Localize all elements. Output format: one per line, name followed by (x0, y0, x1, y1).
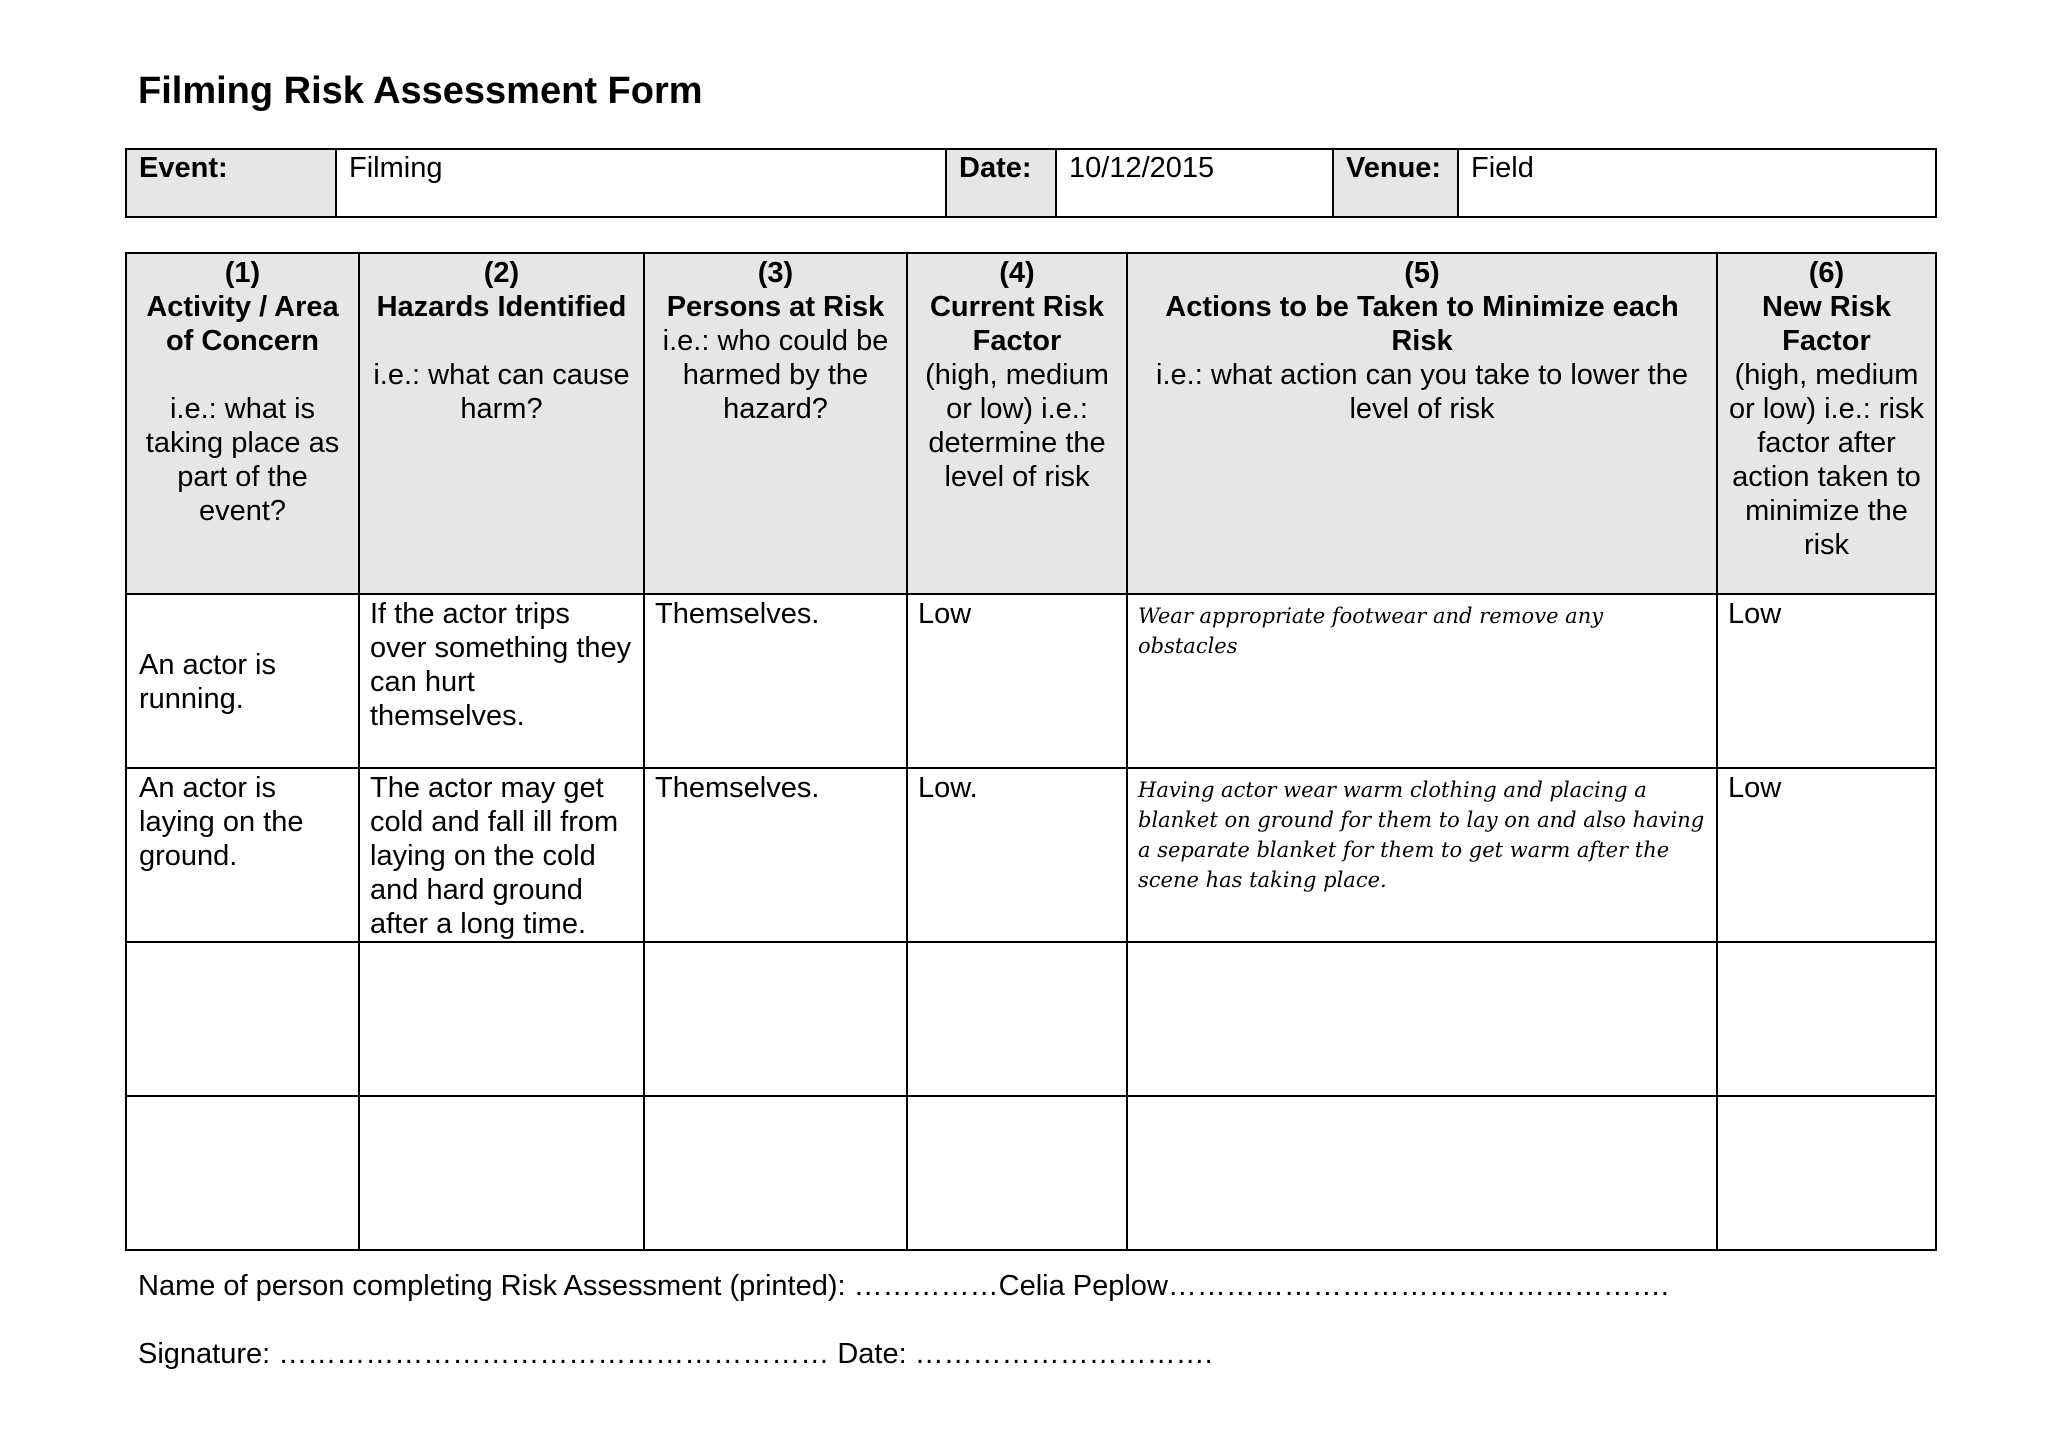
venue-value: Field (1458, 149, 1936, 217)
page-title: Filming Risk Assessment Form (138, 70, 703, 112)
persons-cell: Themselves. (644, 768, 907, 942)
hazard-cell: If the actor trips over something they can hurt themselves. (359, 594, 644, 768)
empty-cell (907, 942, 1127, 1096)
col-number: (3) (757, 257, 794, 289)
col-title: Actions to be Taken to Minimize each Risk (1165, 291, 1679, 357)
empty-cell (644, 942, 907, 1096)
col-number: (5) (1404, 257, 1440, 289)
col-title: Current Risk Factor (929, 291, 1105, 357)
col-header-new-risk (1717, 253, 1936, 594)
date-label: Date: (946, 149, 1056, 217)
table-row-empty (126, 942, 1936, 1096)
date-value: 10/12/2015 (1056, 149, 1333, 217)
col-hint: i.e.: what can cause harm? (373, 359, 630, 425)
activity-cell: An actor is running. (126, 594, 359, 768)
signature-date-line: Signature: ………………………………………………… Date: …………………………. (138, 1338, 1213, 1370)
col-number: (6) (1808, 257, 1845, 289)
current-risk-cell: Low (907, 594, 1127, 768)
risk-table (125, 252, 1937, 1251)
empty-cell (359, 1096, 644, 1250)
empty-cell (644, 1096, 907, 1250)
table-row (126, 594, 1936, 768)
event-value: Filming (336, 149, 946, 217)
empty-cell (126, 1096, 359, 1250)
current-risk-cell: Low. (907, 768, 1127, 942)
col-title: New Risk Factor (1762, 291, 1891, 357)
col-hint: (high, medium or low) i.e.: risk factor after action taken to minimize the risk (1729, 359, 1924, 561)
new-risk-cell: Low (1717, 768, 1936, 942)
col-hint: i.e.: who could be harmed by the hazard? (662, 325, 889, 425)
col-number: (4) (999, 257, 1035, 289)
new-risk-cell: Low (1717, 594, 1936, 768)
empty-cell (907, 1096, 1127, 1250)
col-hint: i.e.: what is taking place as part of the event? (145, 393, 340, 527)
name-of-person-line: Name of person completing Risk Assessment (printed): ……………Celia Peplow……………………………………………. (138, 1270, 1669, 1302)
actions-cell: Having actor wear warm clothing and placing a blanket on ground for them to lay on and also having a separate blanket for them to get warm after the scene has taking place. (1127, 768, 1717, 942)
col-hint: i.e.: what action can you take to lower the level of risk (1156, 359, 1688, 425)
empty-cell (1717, 942, 1936, 1096)
col-hint: (high, medium or low) i.e.: determine the level of risk (925, 359, 1109, 493)
col-number: (1) (224, 257, 261, 289)
col-title: Activity / Area of Concern (146, 291, 339, 357)
venue-label: Venue: (1333, 149, 1458, 217)
empty-cell (126, 942, 359, 1096)
col-title: Hazards Identified (376, 291, 627, 323)
empty-cell (359, 942, 644, 1096)
table-row (126, 768, 1936, 942)
event-label: Event: (126, 149, 336, 217)
persons-cell: Themselves. (644, 594, 907, 768)
col-header-actions (1127, 253, 1717, 594)
hazard-cell: The actor may get cold and fall ill from laying on the cold and hard ground after a long time. (359, 768, 644, 942)
col-number: (2) (483, 257, 520, 289)
empty-cell (1717, 1096, 1936, 1250)
table-row-empty (126, 1096, 1936, 1250)
col-header-persons (644, 253, 907, 594)
empty-cell (1127, 1096, 1717, 1250)
col-header-activity (126, 253, 359, 594)
actions-cell: Wear appropriate footwear and remove any obstacles (1127, 594, 1717, 768)
empty-cell (1127, 942, 1717, 1096)
col-title: Persons at Risk (666, 291, 885, 323)
col-header-current-risk (907, 253, 1127, 594)
risk-table-header-row (126, 253, 1936, 594)
activity-cell: An actor is laying on the ground. (126, 768, 359, 942)
event-header-table (125, 148, 1937, 218)
col-header-hazards (359, 253, 644, 594)
